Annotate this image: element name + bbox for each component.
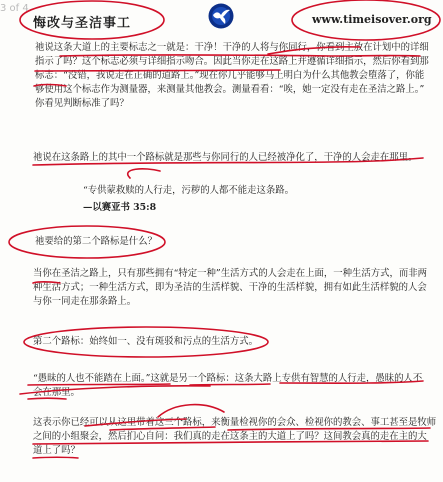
dove-logo-icon — [208, 3, 234, 29]
text-line: 这表示你已经可以从这里带着这三个路标，来衡量检视你的会众、检视你的教会、事工甚至是牧师 — [33, 417, 437, 428]
text-line: “愚昧的人也不能踏在上面。”这就是另一个路标：这条大路上专供有智慧的人行走，愚昧的人不 — [33, 373, 423, 384]
paragraph-5 — [33, 416, 438, 458]
underline-mark — [128, 169, 160, 178]
text-line: 道上了吗？ — [33, 445, 80, 456]
scripture-quote: “专供蒙救赎的人行走，污秽的人都不能走这条路。 — [83, 185, 295, 196]
paragraph-3 — [33, 267, 438, 309]
second-sign-statement: 第二个路标：始终如一、没有斑驳和污点的生活方式。 — [33, 336, 259, 347]
text-line: 够使用这个标志作为测量器，来测量其他教会。测量看看：“唉，她一定没有走在圣洁之路上。” — [35, 84, 425, 95]
text-line: 标志：“没错，我说走在正确的道路上。”现在你几乎能够马上明白为什么其他教会堕落了，你能 — [35, 70, 425, 81]
page-number: 3 of 4 — [0, 3, 29, 14]
paragraph-1 — [35, 41, 435, 111]
question-heading: 祂要给的第二个路标是什么？ — [35, 236, 157, 247]
ministry-title: 悔改与圣洁事工 — [33, 16, 132, 31]
text-line: 之间的小组聚会，然后扪心自问：我们真的走在这条主的大道上了吗？这间教会真的走在主的大 — [33, 431, 427, 442]
text-line: 种生活方式；一种生活方式，即为圣洁的生活样貌、干净的生活样貌，拥有如此生活样貌的人会 — [33, 282, 427, 293]
text-line: 与你一同走在那条路上。 — [33, 296, 137, 307]
text-line: 会在那里。 — [33, 387, 80, 398]
site-url[interactable]: www.timeisover.org — [312, 13, 432, 26]
paragraph-2: 祂说在这条路上的其中一个路标就是那些与你同行的人已经被净化了，干净的人会走在那里。 — [33, 152, 418, 163]
text-line: 你看见判断标准了吗？ — [35, 98, 129, 109]
text-line: 当你在圣洁之路上，只有那些拥有“特定一种”生活方式的人会走在上面，一种生活方式，而非两 — [33, 268, 427, 279]
text-line: 指示了吗？这个标志必须与详细指示吻合。因此当你走在这路上并遵循详细指示，然后你看到那 — [35, 56, 429, 67]
scripture-reference: —以赛亚书 35:8 — [83, 202, 157, 213]
paragraph-4 — [33, 372, 438, 400]
text-line: 祂说这条大道上的主要标志之一就是：干净！干净的人将与你同行，你看到主放在计划中的详细 — [35, 42, 429, 53]
